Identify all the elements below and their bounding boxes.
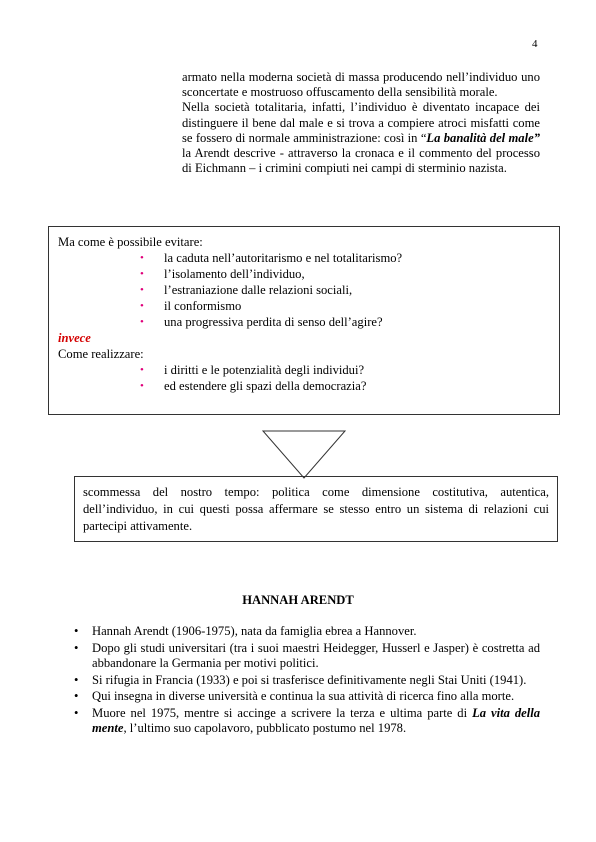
list-item bbox=[74, 641, 540, 672]
avoid-item: l’isolamento dell’individuo, bbox=[164, 267, 305, 281]
realize-item: i diritti e le potenzialità degli individui? bbox=[164, 363, 365, 377]
bullet-icon: • bbox=[140, 268, 144, 280]
avoid-item: l’estraniazione dalle relazioni sociali, bbox=[164, 283, 353, 297]
bullet-icon: • bbox=[140, 252, 144, 264]
book-title-vita-della-mente: La vita della mente bbox=[92, 705, 541, 735]
bullet-icon: • bbox=[74, 624, 79, 638]
down-arrow-icon bbox=[262, 430, 346, 480]
bullet-icon: • bbox=[74, 672, 79, 687]
list-item-text: Qui insegna in diverse università e continua la sua attività di ricerca fino alla morte. bbox=[92, 689, 515, 703]
list-item bbox=[74, 689, 540, 705]
paragraph-text: la Arendt descrive - attraverso la cronaca e il commento del processo di Eichmann – i crimini compiuti nei campi di sterminio nazista. bbox=[182, 146, 540, 176]
list-item bbox=[74, 706, 540, 737]
bullet-icon: • bbox=[74, 689, 79, 703]
list-item bbox=[74, 673, 540, 689]
question-box bbox=[48, 226, 560, 415]
bullet-icon: • bbox=[74, 640, 79, 655]
question-heading: Ma come è possibile evitare: bbox=[58, 235, 203, 249]
list-item-text: Muore nel 1975, mentre si accinge a scrivere la terza e ultima parte di bbox=[92, 705, 473, 720]
bullet-icon: • bbox=[140, 380, 144, 392]
list-item-text: Hannah Arendt (1906-1975), nata da famiglia ebrea a Hannover. bbox=[92, 624, 417, 638]
paragraph-mass-society: armato nella moderna società di massa producendo nell’individuo uno sconcertate e mostruoso offuscamento della sensibilità morale. bbox=[182, 70, 540, 100]
paragraph-text: Nella società totalitaria, infatti, l’individuo è diventato incapace dei distinguere il bene dal male e si trova a compiere atroci misfatti come se fossero di normale amministrazione: così in “ bbox=[182, 100, 540, 145]
answer-box: scommessa del nostro tempo: politica come dimensione costitutiva, autentica, dell’individuo, in cui questi possa affermare se stesso entro un sistema di relazioni cui partecipi attivamente. bbox=[74, 476, 558, 542]
section-title: HANNAH ARENDT bbox=[242, 593, 354, 607]
bullet-icon: • bbox=[140, 300, 144, 312]
bullet-icon: • bbox=[140, 364, 144, 376]
bullet-icon: • bbox=[140, 284, 144, 296]
realize-item: ed estendere gli spazi della democrazia? bbox=[164, 379, 367, 393]
avoid-item: il conformismo bbox=[164, 299, 242, 313]
list-item-text: Si rifugia in Francia (1933) e poi si trasferisce definitivamente negli Stai Uniti (1941). bbox=[92, 672, 527, 687]
page-number: 4 bbox=[532, 38, 538, 50]
realize-heading: Come realizzare: bbox=[58, 347, 144, 361]
paragraph-totalitarian-society bbox=[182, 100, 540, 176]
list-item-text: Dopo gli studi universitari (tra i suoi maestri Heidegger, Husserl e Jasper) è costretta ad abbandonare la Germania per motivi politici. bbox=[92, 640, 540, 670]
biography-list bbox=[74, 624, 540, 738]
bullet-icon: • bbox=[74, 705, 79, 720]
list-item-text: , l’ultimo suo capolavoro, pubblicato postumo nel 1978. bbox=[123, 721, 407, 735]
invece-label: invece bbox=[58, 331, 91, 345]
bullet-icon: • bbox=[140, 316, 144, 328]
avoid-item: la caduta nell’autoritarismo e nel totalitarismo? bbox=[164, 251, 403, 265]
top-text-block bbox=[182, 70, 540, 176]
list-item bbox=[74, 624, 540, 640]
book-title-banalita: La banalità del male” bbox=[426, 130, 540, 145]
avoid-item: una progressiva perdita di senso dell’agire? bbox=[164, 315, 383, 329]
